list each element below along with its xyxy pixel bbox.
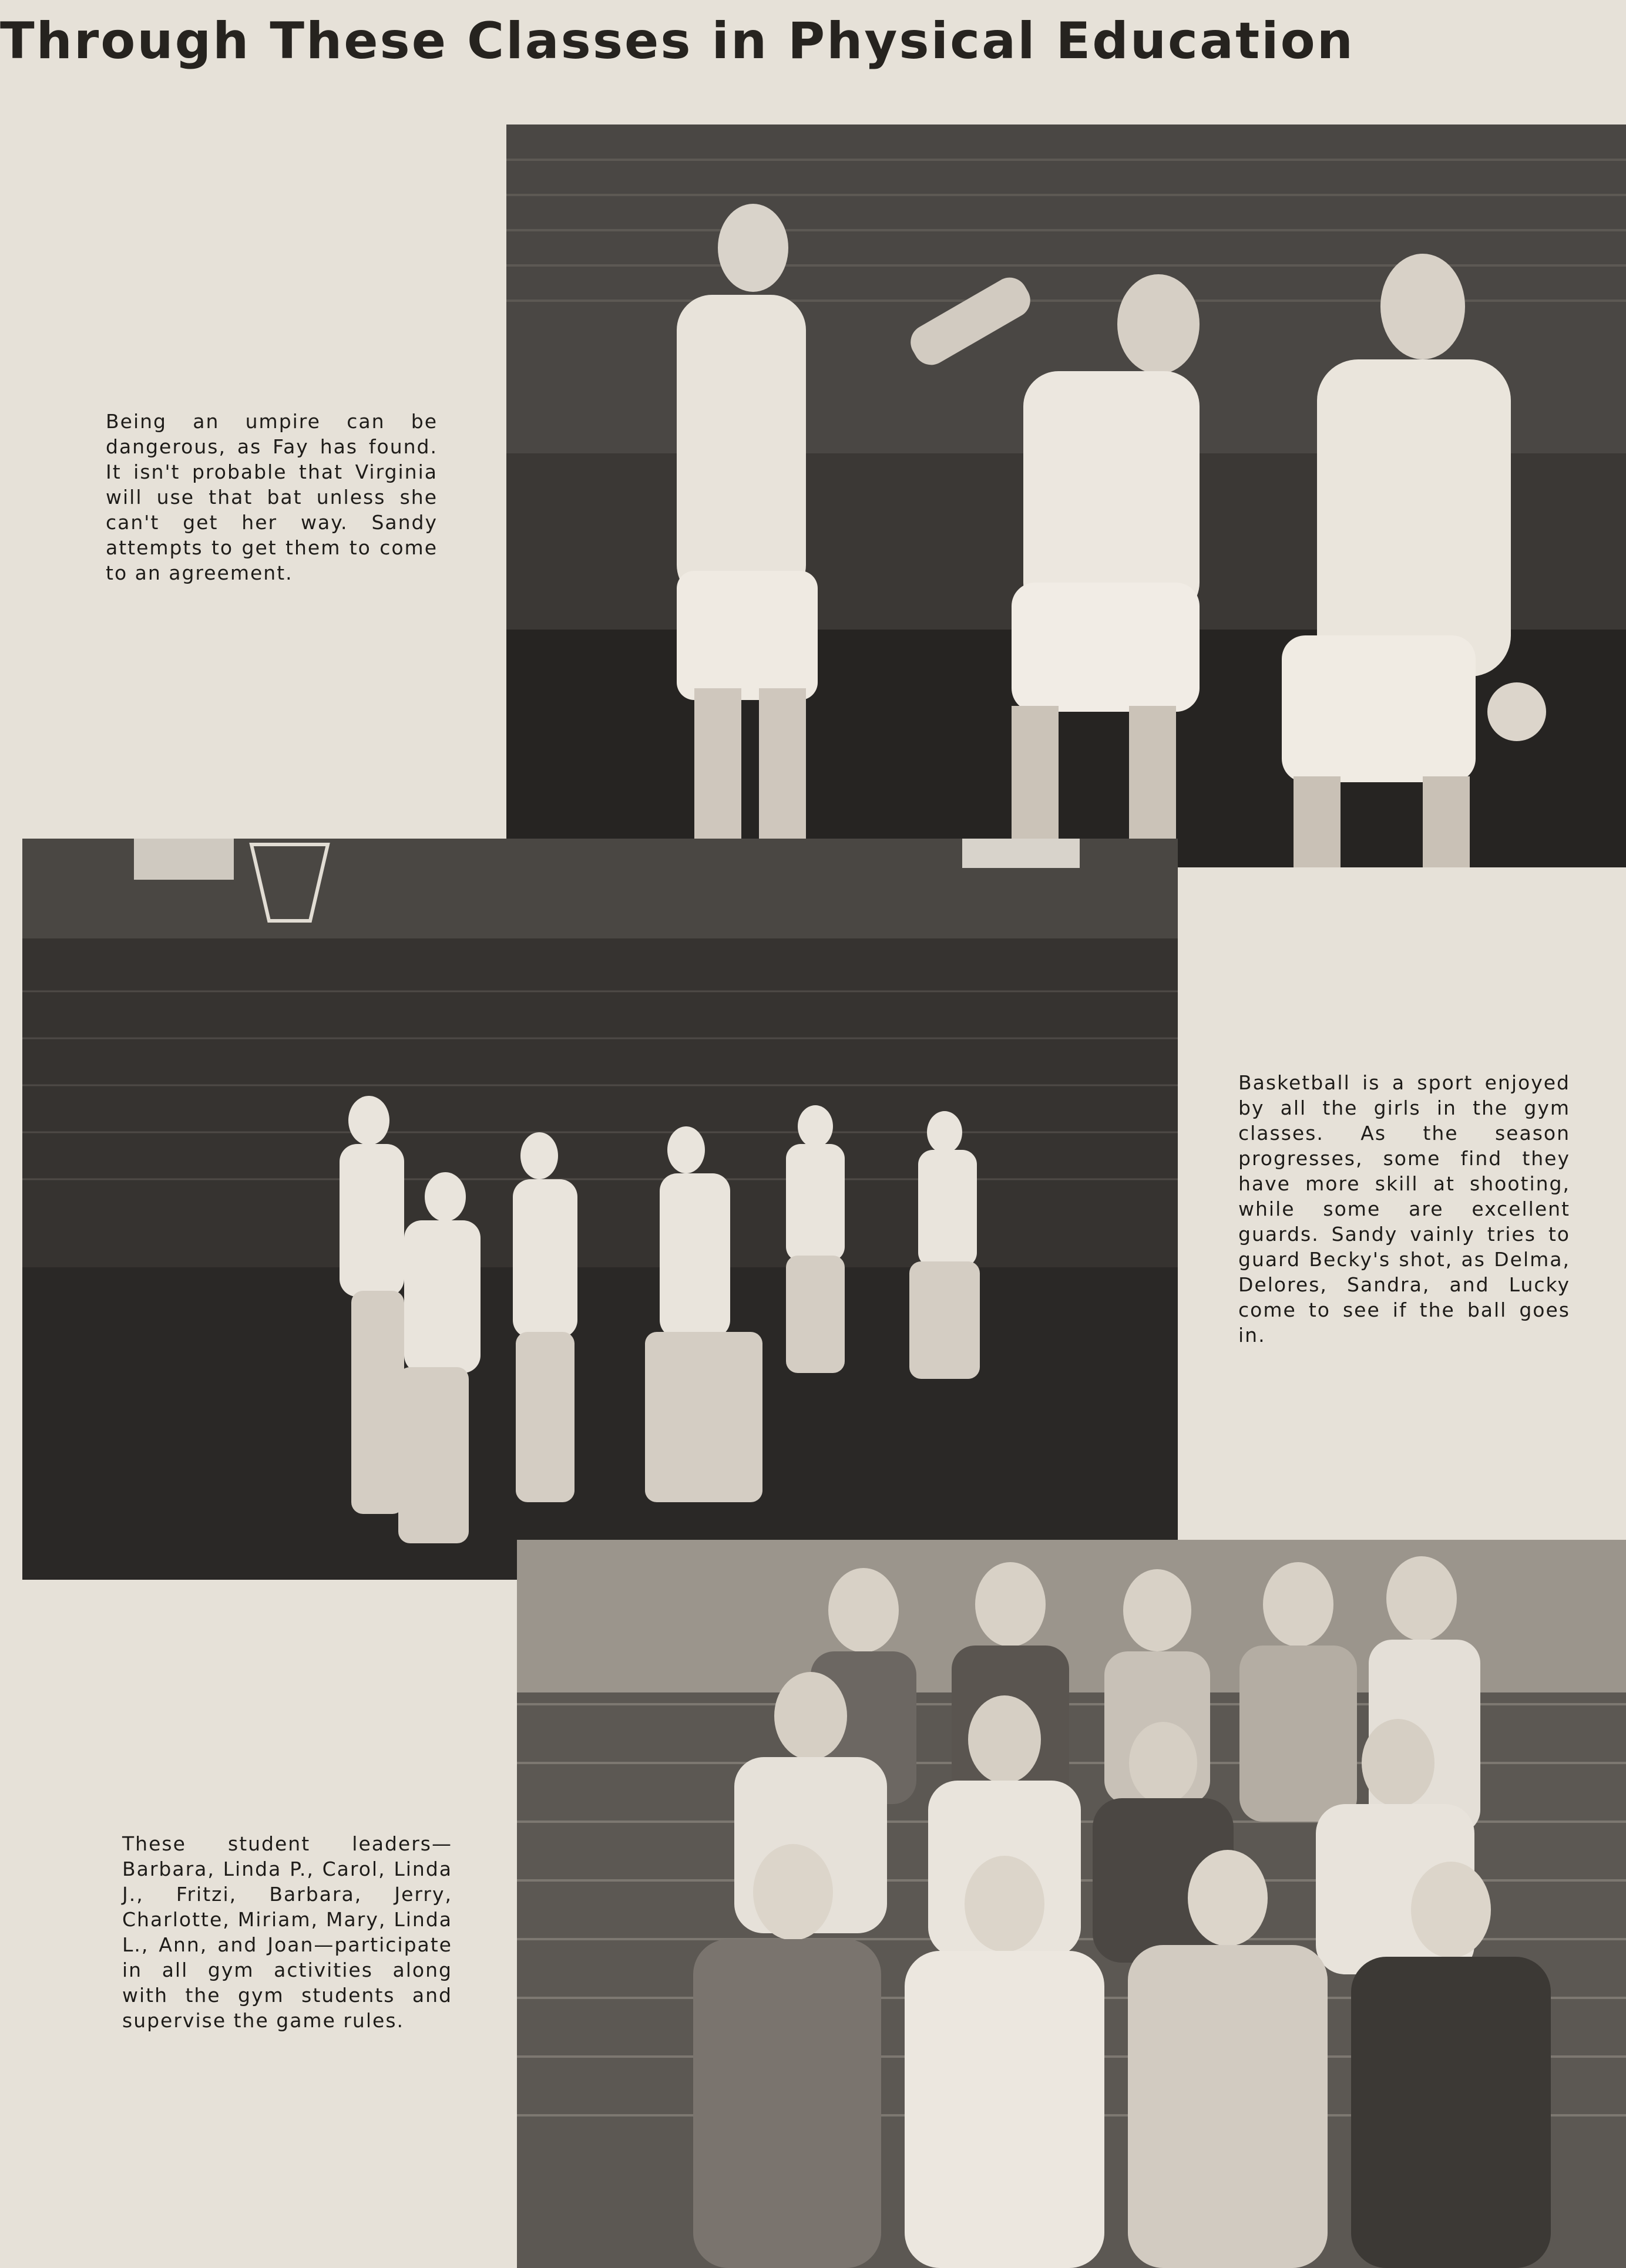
basketball-photo	[22, 839, 1178, 1580]
leaders-photo	[517, 1540, 1626, 2268]
umpire-photo	[506, 124, 1626, 867]
umpire-caption: Being an umpire can be dangerous, as Fay has found. It isn't probable that Virginia will use that bat unless she can't get her way. Sandy attempts to get them to come to an agreement.	[106, 410, 438, 584]
basketball-photo-image	[22, 839, 1178, 1580]
umpire-photo-image	[506, 124, 1626, 867]
leaders-caption: These student leaders—Barbara, Linda P., Carol, Linda J., Fritzi, Barbara, Jerry, Charlotte, Miriam, Mary, Linda L., Ann, and Joan—participate in all gym activities along with the gym students and supervise the game rules.	[122, 1832, 452, 2032]
basketball-caption: Basketball is a sport enjoyed by all the girls in the gym classes. As the season progresses, some find they have more skill at shooting, while some are excellent guards. Sandy vainly tries to guard Becky's shot, as Delma, Delores, Sandra, and Lucky come to see if the ball goes in.	[1238, 1071, 1570, 1347]
page-title: Through These Classes in Physical Education	[0, 12, 1355, 70]
leaders-photo-image	[517, 1540, 1626, 2268]
